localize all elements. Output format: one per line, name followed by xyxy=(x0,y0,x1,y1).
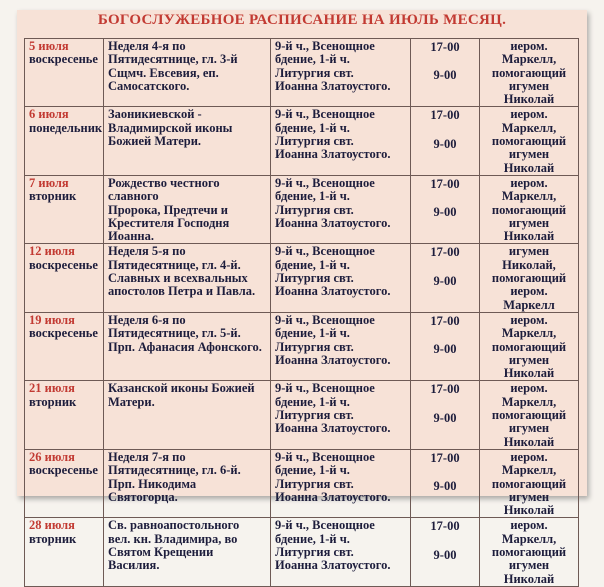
service-text: 9-й ч., Всенощное бдение, 1-й ч. Литургия свт. Иоанна Златоустого. xyxy=(275,312,391,367)
schedule-row xyxy=(25,518,579,586)
morning-time: 9-00 xyxy=(433,136,457,151)
service-cell xyxy=(271,244,411,312)
clergy-cell xyxy=(480,449,579,517)
service-cell xyxy=(271,518,411,586)
weekday-text: воскресенье xyxy=(29,257,98,272)
service-cell xyxy=(271,39,411,107)
time-cell xyxy=(411,107,480,175)
feast-text: Неделя 4-я по Пятидесятнице, гл. 3-й Сщмч. Евсевия, еп. Самосатского. xyxy=(108,39,238,93)
date-text: 12 июля xyxy=(29,244,75,259)
clergy-text: иером. Маркелл, помогающий игумен Николай xyxy=(491,381,567,449)
date-text: 28 июля xyxy=(29,518,75,533)
schedule-row xyxy=(25,39,579,107)
feast-text: Неделя 7-я по Пятидесятнице, гл. 6-й. Прп. Никодима Святогорца. xyxy=(108,449,241,504)
feast-cell xyxy=(104,449,271,517)
time-cell xyxy=(411,449,480,517)
date-cell xyxy=(25,449,104,517)
schedule-row xyxy=(25,449,579,517)
date-cell xyxy=(25,107,104,175)
clergy-text: игумен Николай, помогающий иером. Маркелл xyxy=(491,244,567,312)
date-cell xyxy=(25,175,104,243)
weekday-text: вторник xyxy=(29,531,77,546)
weekday-text: воскресенье xyxy=(29,463,98,478)
weekday-text: вторник xyxy=(29,189,77,204)
service-text: 9-й ч., Всенощное бдение, 1-й ч. Литургия свт. Иоанна Златоустого. xyxy=(275,518,391,573)
date-cell xyxy=(25,39,104,107)
morning-time: 9-00 xyxy=(433,410,457,425)
evening-time: 17-00 xyxy=(430,450,460,465)
schedule-row xyxy=(25,107,579,175)
feast-text: Св. равноапостольного вел. кн. Владимира, во Святом Крещении Василия. xyxy=(108,518,240,573)
feast-text: Неделя 6-я по Пятидесятнице, гл. 5-й. Прп. Афанасия Афонского. xyxy=(108,312,262,354)
service-text: 9-й ч., Всенощное бдение, 1-й ч. Литургия свт. Иоанна Златоустого. xyxy=(275,244,391,299)
date-text: 5 июля xyxy=(29,39,69,53)
date-text: 19 июля xyxy=(29,312,75,327)
service-cell xyxy=(271,312,411,380)
clergy-cell xyxy=(480,175,579,243)
schedule-table xyxy=(24,38,579,587)
weekday-text: понедельник xyxy=(29,120,103,135)
feast-text: Заоникиевской - Владимирской иконы Божией Матери. xyxy=(108,107,233,149)
clergy-cell xyxy=(480,39,579,107)
feast-text: Казанской иконы Божией Матери. xyxy=(108,381,255,409)
morning-time: 9-00 xyxy=(433,205,457,220)
morning-time: 9-00 xyxy=(433,479,457,494)
feast-cell xyxy=(104,175,271,243)
clergy-cell xyxy=(480,518,579,586)
evening-time: 17-00 xyxy=(430,313,460,328)
schedule-row xyxy=(25,244,579,312)
date-text: 26 июля xyxy=(29,449,75,464)
clergy-text: иером. Маркелл, помогающий игумен Николай xyxy=(491,312,567,381)
feast-text: Неделя 5-я по Пятидесятнице, гл. 4-й. Славных и всехвальных апостолов Петра и Павла. xyxy=(108,244,256,299)
time-cell xyxy=(411,518,480,586)
time-cell xyxy=(411,39,480,107)
date-cell xyxy=(25,381,104,449)
date-cell xyxy=(25,312,104,380)
service-text: 9-й ч., Всенощное бдение, 1-й ч. Литургия свт. Иоанна Златоустого. xyxy=(275,39,391,93)
service-cell xyxy=(271,107,411,175)
evening-time: 17-00 xyxy=(430,245,460,260)
service-text: 9-й ч., Всенощное бдение, 1-й ч. Литургия свт. Иоанна Златоустого. xyxy=(275,107,391,162)
evening-time: 17-00 xyxy=(430,176,460,191)
service-cell xyxy=(271,175,411,243)
clergy-text: иером. Маркелл, помогающий игумен Николай xyxy=(491,39,567,107)
time-cell xyxy=(411,244,480,312)
weekday-text: воскресенье xyxy=(29,326,98,341)
time-cell xyxy=(411,381,480,449)
date-cell xyxy=(25,518,104,586)
clergy-text: иером. Маркелл, помогающий игумен Николай xyxy=(491,449,567,518)
schedule-row xyxy=(25,312,579,380)
feast-text: Рождество честного славного Пророка, Предтечи и Крестителя Господня Иоанна. xyxy=(108,175,230,244)
morning-time: 9-00 xyxy=(433,273,457,288)
clergy-text: иером. Маркелл, помогающий игумен Николай xyxy=(491,518,567,586)
clergy-cell xyxy=(480,107,579,175)
feast-cell xyxy=(104,312,271,380)
clergy-cell xyxy=(480,244,579,312)
service-text: 9-й ч., Всенощное бдение, 1-й ч. Литургия свт. Иоанна Златоустого. xyxy=(275,175,391,230)
evening-time: 17-00 xyxy=(430,40,460,54)
evening-time: 17-00 xyxy=(430,519,460,534)
page-title: БОГОСЛУЖЕБНОЕ РАСПИСАНИЕ НА ИЮЛЬ МЕСЯЦ. xyxy=(97,12,507,28)
clergy-text: иером. Маркелл, помогающий игумен Николай xyxy=(491,107,567,175)
clergy-cell xyxy=(480,381,579,449)
morning-time: 9-00 xyxy=(433,68,457,83)
date-text: 6 июля xyxy=(29,107,69,122)
service-cell xyxy=(271,449,411,517)
evening-time: 17-00 xyxy=(430,108,460,123)
morning-time: 9-00 xyxy=(433,342,457,357)
service-text: 9-й ч., Всенощное бдение, 1-й ч. Литургия свт. Иоанна Златоустого. xyxy=(275,449,391,504)
schedule-sheet xyxy=(17,10,587,586)
service-cell xyxy=(271,381,411,449)
feast-cell xyxy=(104,244,271,312)
feast-cell xyxy=(104,518,271,586)
date-text: 21 июля xyxy=(29,381,75,396)
weekday-text: воскресенье xyxy=(29,52,98,67)
service-text: 9-й ч., Всенощное бдение, 1-й ч. Литургия свт. Иоанна Златоустого. xyxy=(275,381,391,436)
time-cell xyxy=(411,312,480,380)
date-text: 7 июля xyxy=(29,175,69,190)
schedule-row xyxy=(25,381,579,449)
feast-cell xyxy=(104,107,271,175)
time-cell xyxy=(411,175,480,243)
feast-cell xyxy=(104,39,271,107)
clergy-cell xyxy=(480,312,579,380)
weekday-text: вторник xyxy=(29,394,77,409)
morning-time: 9-00 xyxy=(433,547,457,562)
date-cell xyxy=(25,244,104,312)
schedule-row xyxy=(25,175,579,243)
clergy-text: иером. Маркелл, помогающий игумен Николай xyxy=(491,175,567,244)
feast-cell xyxy=(104,381,271,449)
schedule-rows xyxy=(25,39,579,587)
evening-time: 17-00 xyxy=(430,382,460,397)
